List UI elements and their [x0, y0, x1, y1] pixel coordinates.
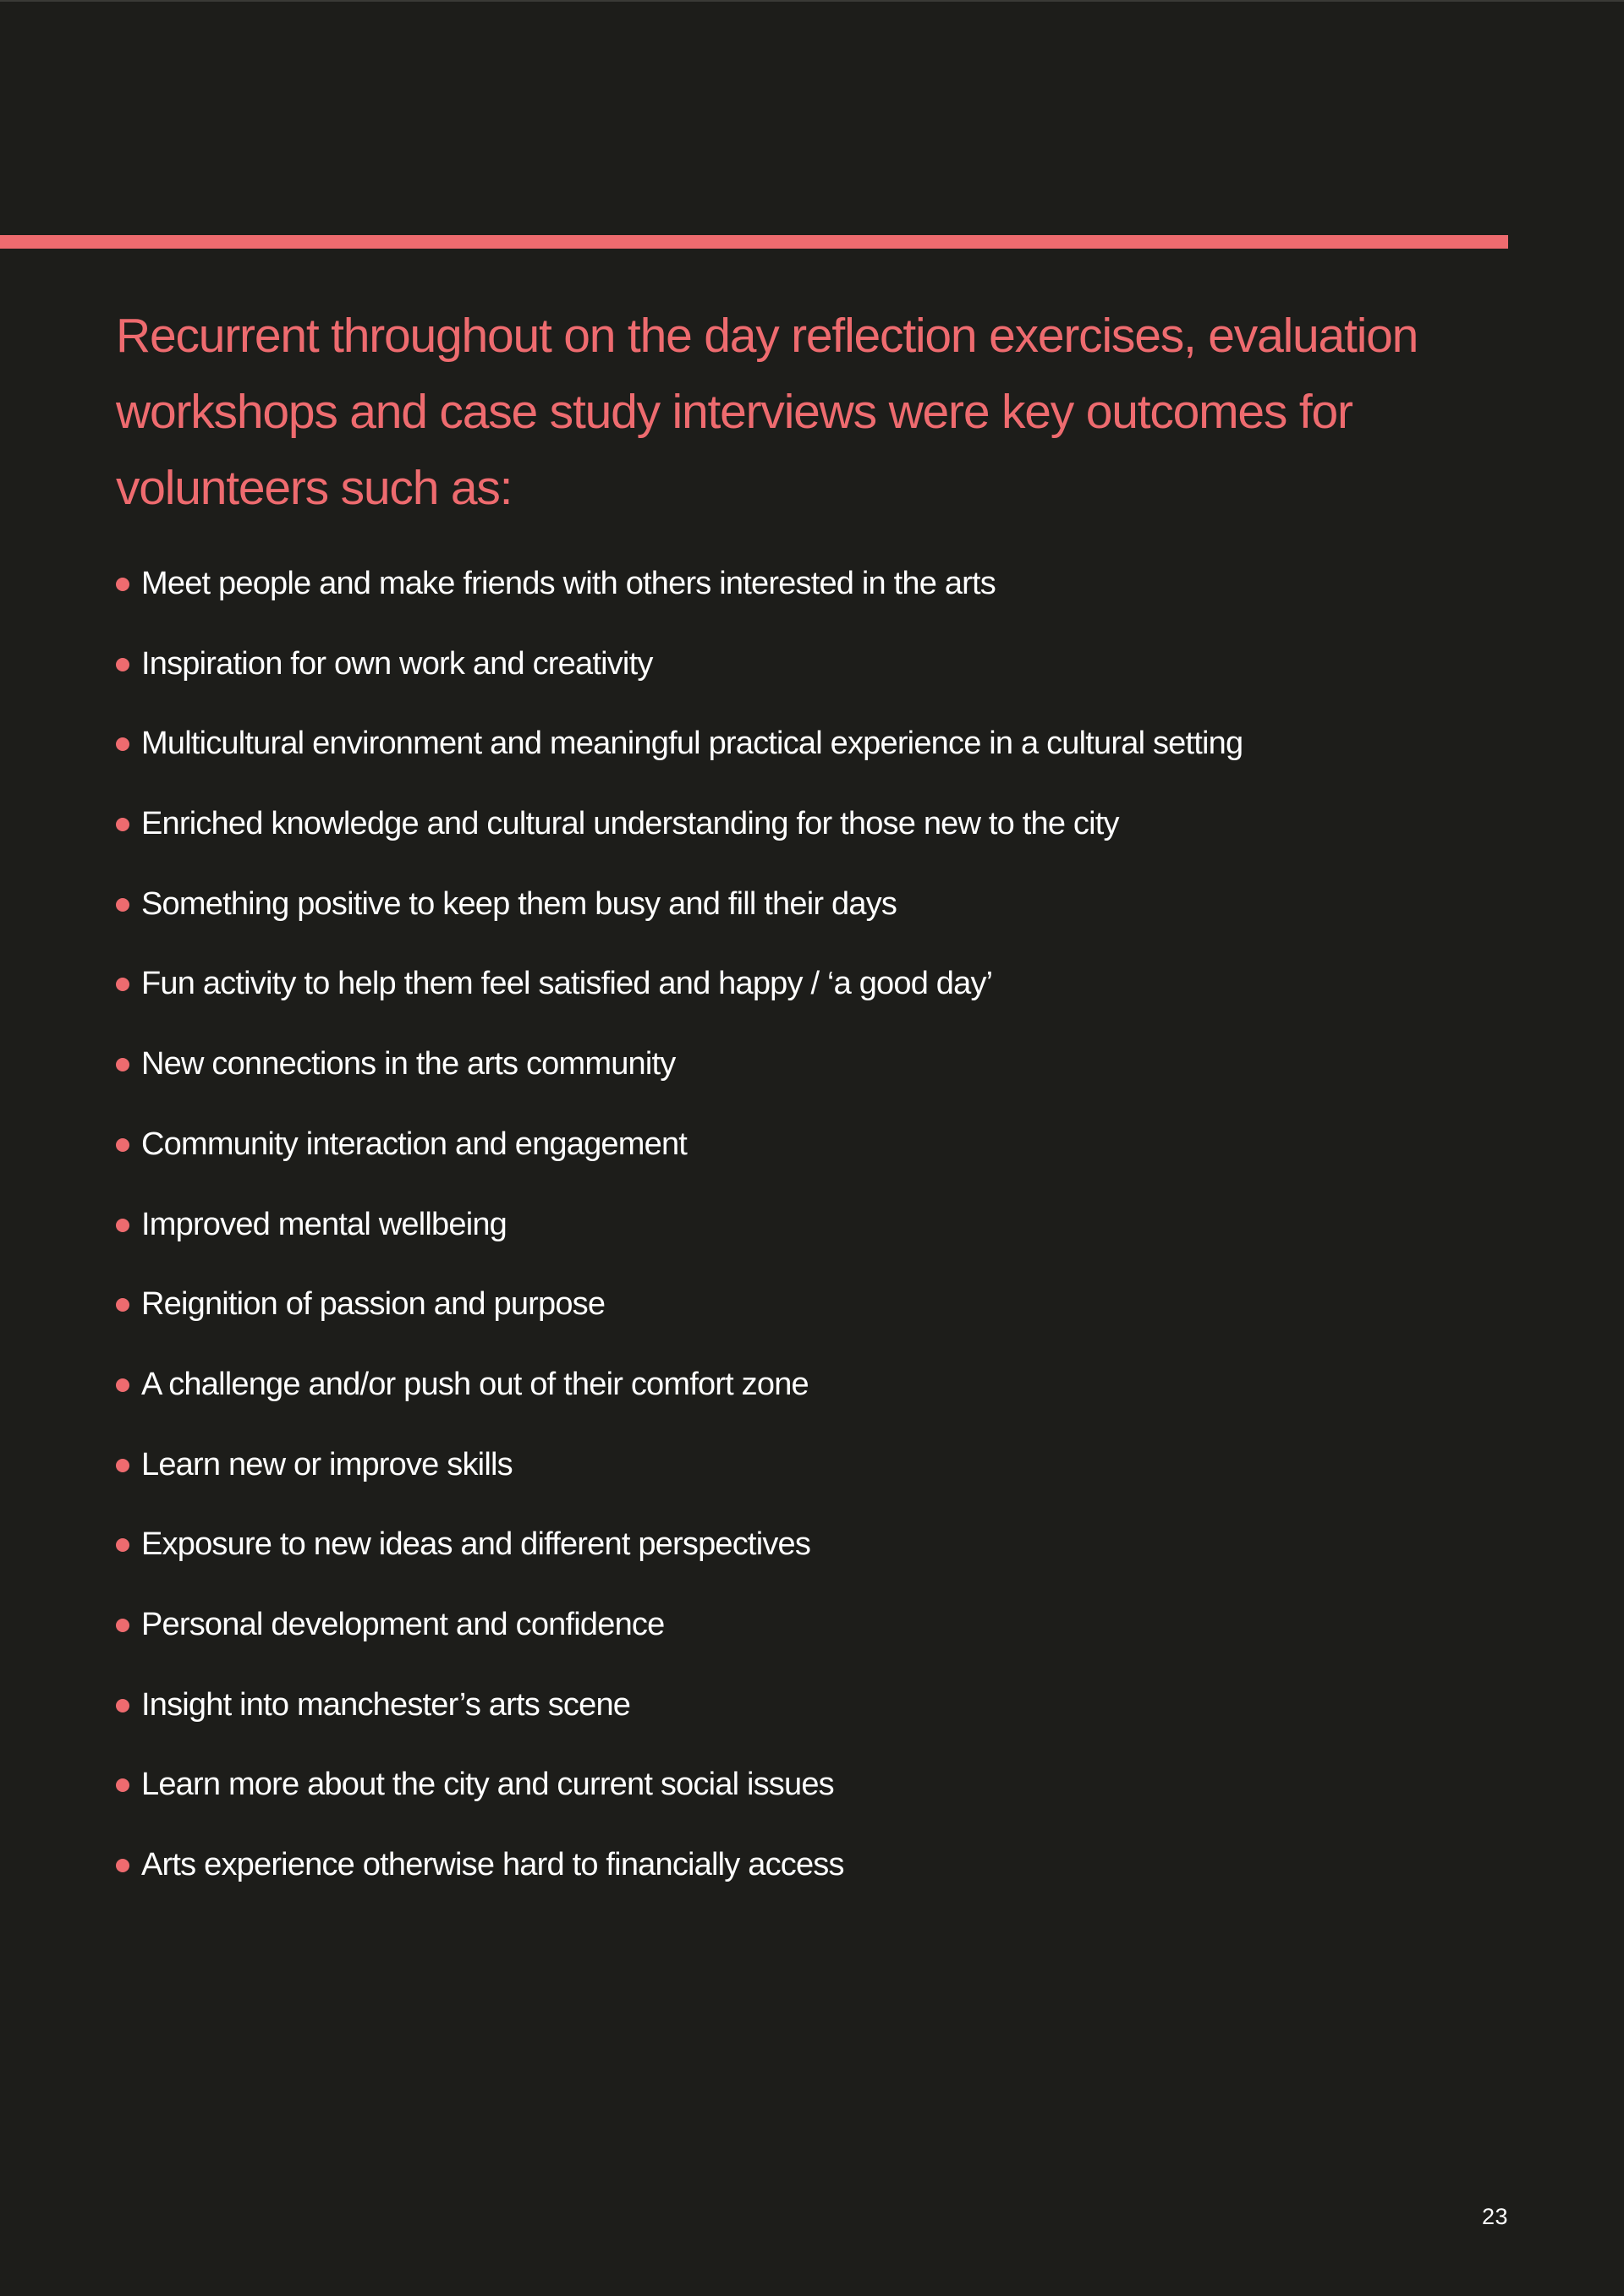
bullet-dot-icon [116, 1459, 129, 1472]
list-item-text: Enriched knowledge and cultural understanding for those new to the city [141, 806, 1119, 842]
list-item-text: Personal development and confidence [141, 1606, 665, 1642]
list-item [116, 1349, 1243, 1429]
list-item [116, 1509, 1243, 1589]
outcomes-list [116, 548, 1243, 1910]
bullet-dot-icon [116, 1619, 129, 1632]
bullet-dot-icon [116, 1778, 129, 1792]
bullet-dot-icon [116, 1138, 129, 1152]
list-item [116, 869, 1243, 949]
list-item [116, 1028, 1243, 1109]
list-item-text: Reignition of passion and purpose [141, 1286, 606, 1323]
bullet-dot-icon [116, 1058, 129, 1071]
list-item [116, 1669, 1243, 1750]
list-item [116, 628, 1243, 709]
bullet-dot-icon [116, 898, 129, 912]
bullet-dot-icon [116, 1219, 129, 1232]
page-heading: Recurrent throughout on the day reflection exercises, evaluation workshops and case study interviews were key outcomes for volunteers such as: [116, 309, 1418, 515]
list-item [116, 1429, 1243, 1510]
list-item-text: Arts experience otherwise hard to financially access [141, 1847, 844, 1882]
list-item-text: Fun activity to help them feel satisfied and happy / ‘a good day’ [141, 966, 993, 1002]
list-item-text: Inspiration for own work and creativity [141, 645, 653, 682]
bullet-dot-icon [116, 578, 129, 591]
bullet-dot-icon [116, 737, 129, 751]
list-item [116, 1589, 1243, 1669]
list-item [116, 948, 1243, 1028]
list-item-text: Learn more about the city and current social issues [141, 1767, 834, 1803]
list-item-text: New connections in the arts community [141, 1046, 676, 1082]
list-item-text: Insight into manchester’s arts scene [141, 1686, 631, 1723]
list-item-text: Learn new or improve skills [141, 1446, 513, 1482]
bullet-dot-icon [116, 1298, 129, 1312]
list-item [116, 708, 1243, 788]
bullet-dot-icon [116, 1538, 129, 1552]
list-item-text: Meet people and make friends with others interested in the arts [141, 566, 996, 601]
list-item [116, 1189, 1243, 1269]
list-item [116, 1269, 1243, 1349]
list-item-text: Exposure to new ideas and different perspectives [141, 1526, 811, 1563]
list-item [116, 788, 1243, 869]
list-item [116, 1829, 1243, 1910]
page-number: 23 [1481, 2204, 1508, 2229]
list-item [116, 1749, 1243, 1829]
bullet-dot-icon [116, 818, 129, 831]
bullet-dot-icon [116, 1378, 129, 1392]
bullet-dot-icon [116, 1699, 129, 1712]
list-item-text: Community interaction and engagement [141, 1126, 688, 1162]
list-item-text: Improved mental wellbeing [141, 1206, 508, 1242]
list-item-text: Multicultural environment and meaningful practical experience in a cultural setting [141, 726, 1243, 762]
list-item [116, 1109, 1243, 1189]
list-item [116, 548, 1243, 628]
bullet-dot-icon [116, 1859, 129, 1872]
page-top-edge [0, 0, 1624, 2]
bullet-dot-icon [116, 978, 129, 991]
accent-divider-bar [0, 235, 1508, 249]
list-item-text: A challenge and/or push out of their comfort zone [141, 1366, 809, 1402]
bullet-dot-icon [116, 658, 129, 671]
list-item-text: Something positive to keep them busy and fill their days [141, 885, 897, 922]
